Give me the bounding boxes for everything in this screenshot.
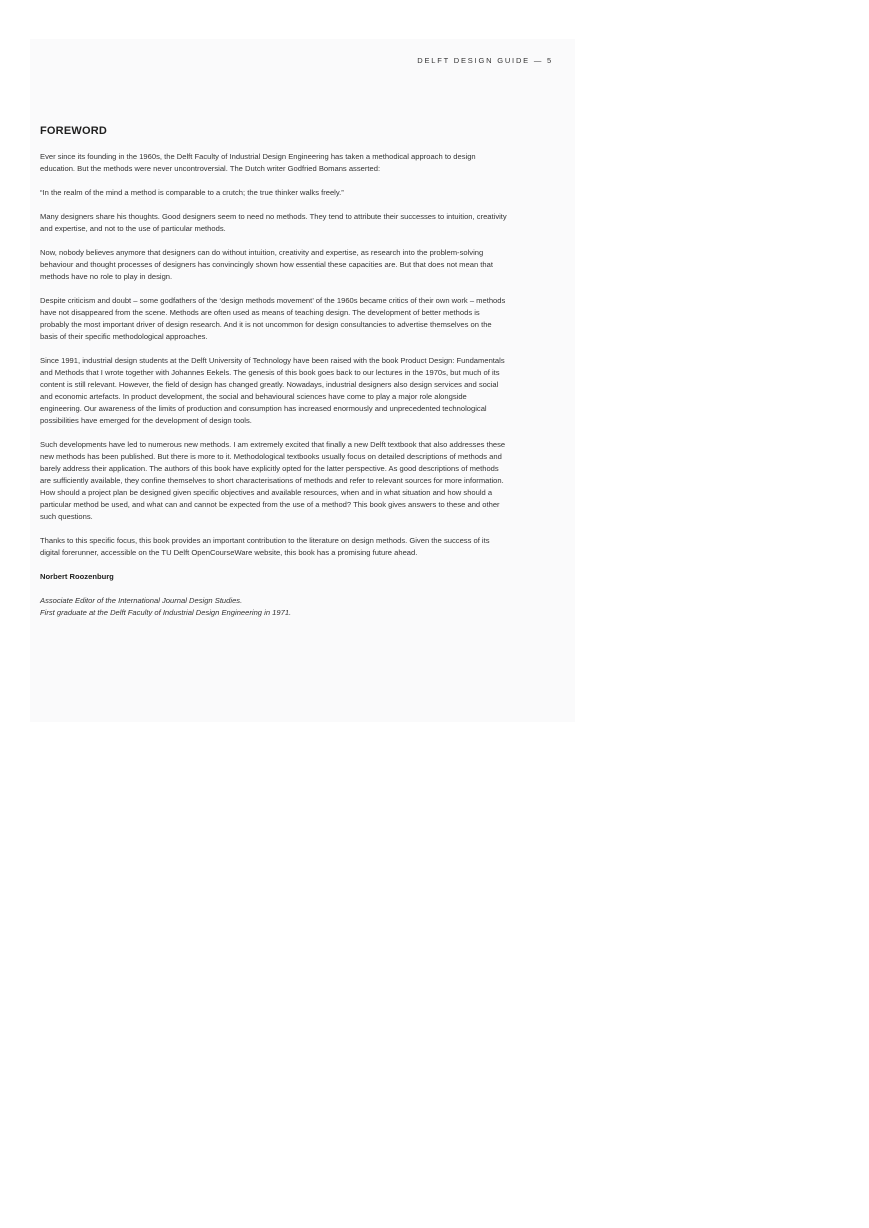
foreword-section: [40, 125, 510, 619]
document-page: [30, 39, 575, 722]
paragraph-designers: Many designers share his thoughts. Good designers seem to need no methods. They tend to attribute their successes to intuition, creativity and expertise, and not to the use of particular methods.: [40, 212, 507, 233]
author-credit-line: Associate Editor of the International Journal Design Studies.: [40, 596, 243, 605]
paragraph-criticism: Despite criticism and doubt – some godfathers of the ‘design methods movement’ of the 1960s became critics of their own work – methods have not disappeared from the scene. Methods are often used as means of teaching design. The development of better methods is probably the most important driver of design research. And it is not uncommon for design consultancies to advertise themselves on the basis of their specific methodological approaches.: [40, 296, 506, 341]
page-title: FOREWORD: [40, 125, 107, 137]
author-name: Norbert Roozenburg: [40, 572, 114, 581]
paragraph-intuition: Now, nobody believes anymore that designers can do without intuition, creativity and expertise, as research into the problem-solving behaviour and thought processes of designers has convincingly shown how essential these capacities are. But that does not mean that methods have no role to play in design.: [40, 248, 493, 281]
paragraph-intro: Ever since its founding in the 1960s, the Delft Faculty of Industrial Design Engineering has taken a methodical approach to design education. But the methods were never uncontroversial. The Dutch writer Godfried Bomans asserted:: [40, 152, 476, 173]
paragraph-quote: “In the realm of the mind a method is comparable to a crutch; the true thinker walks freely.”: [40, 188, 344, 197]
author-credit-line: First graduate at the Delft Faculty of Industrial Design Engineering in 1971.: [40, 608, 292, 617]
paragraph-developments: Such developments have led to numerous new methods. I am extremely excited that finally a new Delft textbook that also addresses these new methods has been published. But there is more to it. Methodological textbooks usually focus on detailed descriptions of methods and barely address their application. The authors of this book have explicitly opted for the latter perspective. As good descriptions of methods are sufficiently available, they confine themselves to short characterisations of methods and refer to relevant sources for more information. How should a project plan be designed given specific objectives and available resources, when and in what situation and how should a particular method be used, and what can and cannot be expected from the use of a method? This book gives answers to these and other such questions.: [40, 440, 506, 521]
running-header: DELFT DESIGN GUIDE — 5: [417, 56, 553, 65]
paragraph-history: Since 1991, industrial design students at the Delft University of Technology have been raised with the book Product Design: Fundamentals and Methods that I wrote together with Johannes Eekels. The genesis of this book goes back to our lectures in the 1970s, but much of its content is still relevant. However, the field of design has changed greatly. Nowadays, industrial designers also design services and social and economic artefacts. In product development, the social and behavioural sciences have come to play a major role alongside engineering. Our awareness of the limits of production and consumption has increased enormously and unprecedented technological possibilities have emerged for the development of design tools.: [40, 356, 505, 425]
paragraph-conclusion: Thanks to this specific focus, this book provides an important contribution to the literature on design methods. Given the success of its digital forerunner, accessible on the TU Delft OpenCourseWare website, this book has a promising future ahead.: [40, 536, 490, 557]
